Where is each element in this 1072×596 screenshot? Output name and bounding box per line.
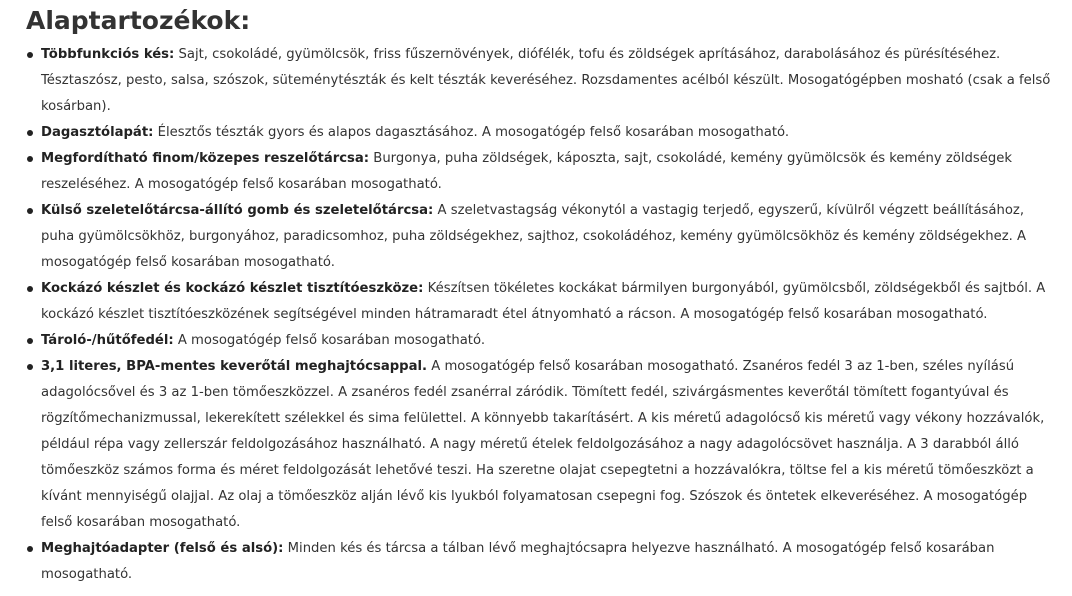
item-term: Dagasztólapát: <box>41 125 154 140</box>
item-description: Sajt, csokoládé, gyümölcsök, friss fűszernövények, diófélék, tofu és zöldségek aprításához, darabolásához és pürésítéséhez. Tésztaszósz, pesto, salsa, szószok, süteménytészták és kelt tészták keveréséhez. Rozsdamentes acélból készült. Mosogatógépben mosható (csak a felső kosárban). <box>41 47 1051 114</box>
list-item-storage-lid <box>41 328 1056 354</box>
list-item-shredding-disc <box>41 146 1056 198</box>
list-item-drive-adapter <box>41 536 1056 588</box>
list-item-kneading-blade <box>41 120 1056 146</box>
item-term: Tároló-/hűtőfedél: <box>41 333 174 348</box>
item-term: 3,1 literes, BPA-mentes keverőtál meghajtócsappal. <box>41 359 428 374</box>
list-item-work-bowl <box>41 354 1056 536</box>
list-item-dicing-kit <box>41 276 1056 328</box>
item-description: Burgonya, puha zöldségek, káposzta, sajt, csokoládé, kemény gyümölcsök és kemény zöldségek reszeléséhez. A mosogatógép felső kosarában mosogatható. <box>41 151 1012 192</box>
list-item-multifunction-knife <box>41 42 1056 120</box>
accessories-list <box>26 42 1056 588</box>
list-item-slicing-disc <box>41 198 1056 276</box>
item-description: Készítsen tökéletes kockákat bármilyen burgonyából, gyümölcsből, zöldségekből és sajtból. A kockázó készlet tisztítóeszközének segítségével minden hátramaradt étel átnyomható a rácson. A mosogatógép felső kosarában mosogatható. <box>41 281 1046 322</box>
item-description: Minden kés és tárcsa a tálban lévő meghajtócsapra helyezve használható. A mosogatógép felső kosarában mosogatható. <box>41 541 995 582</box>
item-term: Megfordítható finom/közepes reszelőtárcsa: <box>41 151 370 166</box>
item-description: A mosogatógép felső kosarában mosogatható. <box>177 333 486 348</box>
item-term: Többfunkciós kés: <box>41 47 175 62</box>
item-description: A mosogatógép felső kosarában mosogatható. Zsanéros fedél 3 az 1-ben, széles nyílású adagolócsővel és 3 az 1-ben tömőeszközzel. A zsanéros fedél zsanérral záródik. Tömített fedél, szivárgásmentes keverőtál tömített fogantyúval és rögzítőmechanizmussal, lekerekített szélekkel és sima felülettel. A könnyebb takarításért. A kis méretű adagolócső kis méretű vagy vékony hozzávalók, például répa vagy zellerszár feldolgozásához használható. A nagy méretű ételek feldolgozásához a nagy adagolócsövet használja. A 3 darabból álló tömőeszköz számos forma és méret feldolgozását lehetővé teszi. Ha szeretne olajat csepegtetni a hozzávalókra, töltse fel a kis méretű tömőeszközt a kívánt mennyiségű olajjal. Az olaj a tömőeszköz alján lévő kis lyukból folyamatosan csepegni fog. Szószok és öntetek elkeveréséhez. A mosogatógép felső kosarában mosogatható. <box>41 359 1045 530</box>
item-term: Kockázó készlet és kockázó készlet tisztítóeszköze: <box>41 281 424 296</box>
item-description: Élesztős tészták gyors és alapos dagasztásához. A mosogatógép felső kosarában mosogatható. <box>157 125 790 140</box>
item-term: Meghajtóadapter (felső és alsó): <box>41 541 284 556</box>
item-term: Külső szeletelőtárcsa-állító gomb és szeletelőtárcsa: <box>41 203 434 218</box>
item-description: A szeletvastagság vékonytól a vastagig terjedő, egyszerű, kívülről végzett beállításához, puha gyümölcsökhöz, burgonyához, paradicsomhoz, puha zöldségekhez, sajthoz, csokoládéhoz, kemény gyümölcsökhöz és kemény zöldségekhez. A mosogatógép felső kosarában mosogatható. <box>41 203 1027 270</box>
page-title: Alaptartozékok: <box>26 6 251 35</box>
